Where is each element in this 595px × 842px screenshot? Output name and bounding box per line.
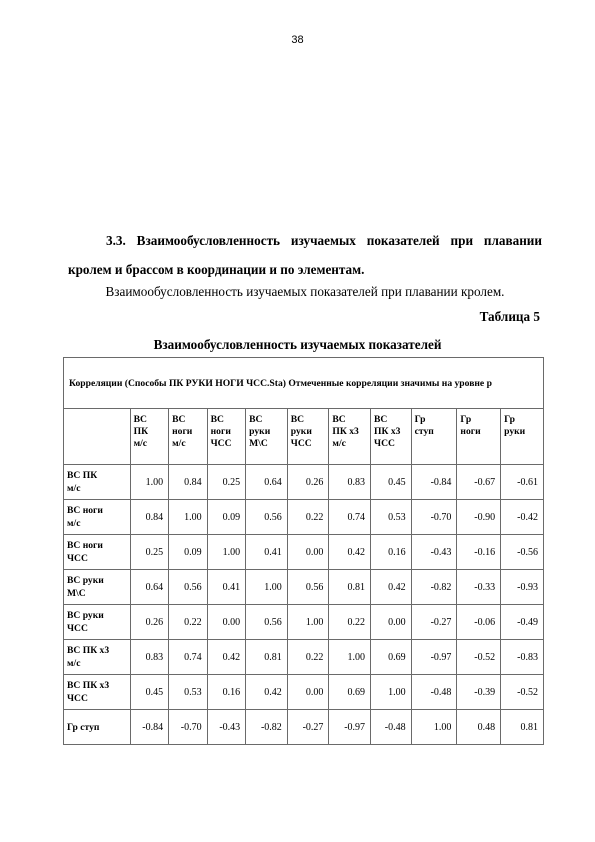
row-header: [64, 710, 131, 745]
row-header: [64, 605, 131, 640]
column-header: [207, 409, 246, 465]
table-cell: 0.00: [371, 605, 412, 640]
row-header-line: м/с: [67, 483, 81, 494]
section-heading-line-1: [68, 226, 542, 255]
table-cell: 0.26: [287, 465, 329, 500]
page-number: 38: [291, 34, 304, 46]
table-cell: 0.48: [457, 710, 501, 745]
table-cell: -0.43: [411, 535, 457, 570]
table-row: [64, 500, 544, 535]
table-cell: 0.22: [287, 500, 329, 535]
correlation-table: [63, 357, 544, 745]
table-caption-row: [64, 358, 544, 409]
table-cell: -0.33: [457, 570, 501, 605]
table-cell: -0.82: [246, 710, 288, 745]
table-cell: 1.00: [329, 640, 371, 675]
row-header: [64, 500, 131, 535]
table-cell: -0.90: [457, 500, 501, 535]
subtitle-line: Взаимообусловленность изучаемых показателей при плавании кролем.: [105, 284, 505, 299]
table-cell: -0.52: [501, 675, 544, 710]
row-header: [64, 570, 131, 605]
table-cell: 0.56: [169, 570, 208, 605]
column-header: [457, 409, 501, 465]
table-cell: -0.93: [501, 570, 544, 605]
table-cell: 1.00: [246, 570, 288, 605]
row-header-line: ВС ноги: [67, 505, 103, 516]
row-header-line: М\С: [67, 588, 86, 599]
column-header-line: ВС: [374, 414, 388, 425]
table-row: [64, 570, 544, 605]
table-cell: 0.56: [246, 605, 288, 640]
column-header-line: ноги: [172, 426, 193, 437]
table-cell: 0.42: [371, 570, 412, 605]
column-header-line: ЧСС: [374, 438, 395, 449]
table-cell: -0.27: [411, 605, 457, 640]
table-cell: -0.84: [411, 465, 457, 500]
table-number: Таблица 5: [479, 309, 540, 324]
table-cell: -0.16: [457, 535, 501, 570]
row-header-line: ВС ноги: [67, 540, 103, 551]
column-header: [169, 409, 208, 465]
column-header-line: м/с: [133, 438, 148, 449]
column-header-line: ПК х3: [374, 426, 401, 437]
table-cell: 0.41: [246, 535, 288, 570]
table-cell: 0.53: [169, 675, 208, 710]
table-cell: 0.45: [130, 675, 169, 710]
table-cell: 0.00: [207, 605, 246, 640]
column-header: [130, 409, 169, 465]
table-cell: -0.06: [457, 605, 501, 640]
table-cell: 0.69: [371, 640, 412, 675]
section-heading: [68, 226, 542, 284]
column-header-line: м/с: [172, 438, 186, 449]
table-cell: 0.00: [287, 535, 329, 570]
table-header-row: [64, 409, 544, 465]
table-cell: 0.64: [246, 465, 288, 500]
table-cell: -0.61: [501, 465, 544, 500]
column-header-line: руки: [504, 426, 526, 437]
table-cell: 0.81: [501, 710, 544, 745]
column-header-line: ЧСС: [290, 438, 312, 449]
column-header-line: ВС: [249, 414, 263, 425]
table-cell: 0.56: [246, 500, 288, 535]
table-cell: 0.74: [169, 640, 208, 675]
table-cell: 0.25: [130, 535, 169, 570]
table-row: [64, 675, 544, 710]
table-cell: -0.82: [411, 570, 457, 605]
table-cell: 0.16: [371, 535, 412, 570]
table-cell: -0.97: [329, 710, 371, 745]
row-header: [64, 640, 131, 675]
row-header-line: ВС ПК: [67, 470, 98, 481]
row-header-line: ЧСС: [67, 623, 88, 634]
table-cell: -0.49: [501, 605, 544, 640]
row-header-line: ЧСС: [67, 693, 88, 704]
table-row: [64, 605, 544, 640]
column-header: [501, 409, 544, 465]
table-cell: 0.64: [130, 570, 169, 605]
table-cell: 0.26: [130, 605, 169, 640]
column-header-line: ВС: [332, 414, 346, 425]
row-header: [64, 465, 131, 500]
table-cell: 1.00: [371, 675, 412, 710]
table-cell: -0.70: [169, 710, 208, 745]
table-cell: 0.00: [287, 675, 329, 710]
row-header-line: м/с: [67, 658, 81, 669]
column-header-line: ВС: [210, 414, 224, 425]
table-cell: 0.56: [287, 570, 329, 605]
table-cell: 0.81: [246, 640, 288, 675]
table-cell: -0.48: [371, 710, 412, 745]
table-cell: 0.53: [371, 500, 412, 535]
table-row: [64, 465, 544, 500]
table-cell: 0.42: [329, 535, 371, 570]
row-header: [64, 535, 131, 570]
column-header-line: ноги: [460, 426, 481, 437]
table-cell: 1.00: [169, 500, 208, 535]
column-header-line: Гр: [414, 414, 426, 425]
table-cell: -0.70: [411, 500, 457, 535]
row-header-line: ВС руки: [67, 575, 104, 586]
column-header-line: ВС: [172, 414, 186, 425]
table-cell: 1.00: [287, 605, 329, 640]
table-cell: -0.43: [207, 710, 246, 745]
column-header-line: ЧСС: [210, 438, 232, 449]
table-cell: 1.00: [411, 710, 457, 745]
table-cell: 0.16: [207, 675, 246, 710]
section-title-part-2: кролем и брассом в координации и по элементам.: [68, 262, 365, 277]
section-title-part-1: Взаимообусловленность изучаемых показателей при плавании: [136, 233, 543, 248]
row-header-line: ЧСС: [67, 553, 88, 564]
table-cell: 0.83: [329, 465, 371, 500]
table-cell: -0.67: [457, 465, 501, 500]
table-cell: 0.22: [169, 605, 208, 640]
table-cell: 1.00: [207, 535, 246, 570]
table-cell: 0.84: [130, 500, 169, 535]
table-cell: 0.25: [207, 465, 246, 500]
table-cell: 0.22: [329, 605, 371, 640]
table-cell: 0.81: [329, 570, 371, 605]
column-header-line: руки: [249, 426, 271, 437]
row-header-line: Гр ступ: [67, 721, 100, 733]
table-title: Взаимообусловленность изучаемых показателей: [153, 337, 442, 352]
section-number: 3.3.: [106, 233, 126, 248]
table-cell: -0.27: [287, 710, 329, 745]
column-header-line: Гр: [504, 414, 515, 425]
row-header-line: м/с: [67, 518, 81, 529]
column-header-line: м/с: [332, 438, 346, 449]
table-cell: 0.45: [371, 465, 412, 500]
column-header: [329, 409, 371, 465]
column-header-line: ВС: [290, 414, 305, 425]
table-row: [64, 710, 544, 745]
table-cell: 0.09: [169, 535, 208, 570]
table-cell: -0.52: [457, 640, 501, 675]
table-cell: 1.00: [130, 465, 169, 500]
table-cell: -0.39: [457, 675, 501, 710]
row-header: [64, 675, 131, 710]
table-cell: 0.83: [130, 640, 169, 675]
column-header-line: М\С: [249, 438, 268, 449]
table-cell: -0.56: [501, 535, 544, 570]
row-header-line: ВС ПК х3: [67, 645, 110, 656]
column-header: [246, 409, 288, 465]
table-cell: 0.41: [207, 570, 246, 605]
column-header-line: Гр: [460, 414, 472, 425]
column-header-line: ступ: [414, 426, 434, 437]
table-cell: -0.97: [411, 640, 457, 675]
table-cell: 0.74: [329, 500, 371, 535]
table-cell: 0.69: [329, 675, 371, 710]
table-cell: 0.09: [207, 500, 246, 535]
table-row: [64, 640, 544, 675]
table-cell: 0.42: [207, 640, 246, 675]
table-cell: -0.42: [501, 500, 544, 535]
column-header-line: ВС: [133, 414, 147, 425]
table-caption: Корреляции (Способы ПК РУКИ НОГИ ЧСС.Sta) Отмеченные корреляции значимы на уровне p: [64, 358, 544, 409]
column-header-line: ПК: [133, 426, 149, 437]
column-header-line: руки: [290, 426, 312, 437]
column-header-line: ноги: [210, 426, 231, 437]
table-cell: -0.83: [501, 640, 544, 675]
row-header-line: ВС руки: [67, 610, 104, 621]
column-header: [287, 409, 329, 465]
column-header: [411, 409, 457, 465]
header-corner-cell: [64, 409, 131, 465]
table-cell: -0.84: [130, 710, 169, 745]
table-cell: 0.42: [246, 675, 288, 710]
table-row: [64, 535, 544, 570]
row-header-line: ВС ПК х3: [67, 680, 110, 691]
table-cell: 0.22: [287, 640, 329, 675]
table-cell: -0.48: [411, 675, 457, 710]
table-cell: 0.84: [169, 465, 208, 500]
column-header: [371, 409, 412, 465]
column-header-line: ПК х3: [332, 426, 359, 437]
